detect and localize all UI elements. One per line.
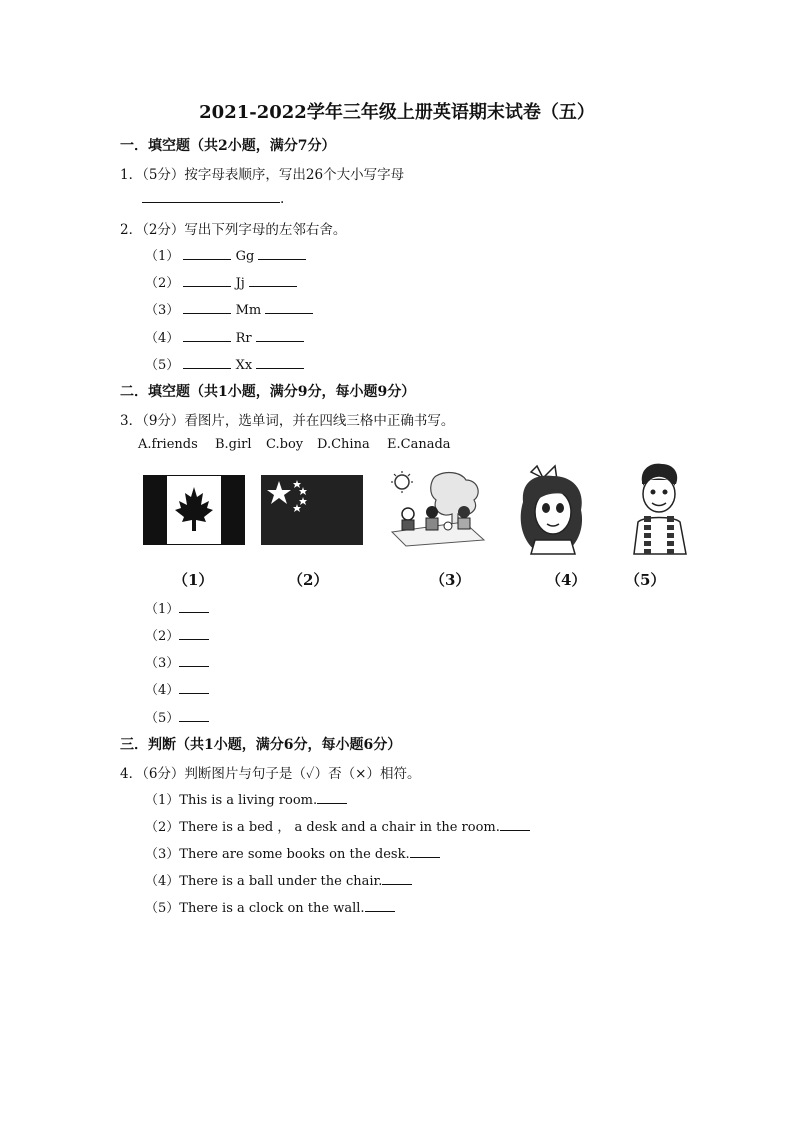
right-blank[interactable] bbox=[249, 274, 297, 287]
question-4-text: 4．（6分）判断图片与句子是（✓）否（×）相符。 bbox=[120, 766, 421, 782]
answer-blank[interactable] bbox=[365, 899, 395, 912]
item-number: （3） bbox=[145, 847, 180, 862]
q3-answer-1 bbox=[145, 598, 209, 617]
item-number: （2） bbox=[145, 276, 180, 291]
item-number: （2） bbox=[145, 629, 180, 644]
q4-item-2 bbox=[145, 816, 530, 835]
left-blank[interactable] bbox=[183, 329, 231, 342]
left-blank[interactable] bbox=[183, 274, 231, 287]
option-a: A.friends bbox=[138, 437, 198, 452]
sentence: There are some books on the desk. bbox=[179, 847, 410, 862]
option-b: B.girl bbox=[215, 437, 252, 452]
friends-image bbox=[386, 470, 488, 548]
option-d: D.China bbox=[317, 437, 370, 452]
sentence: This is a living room. bbox=[179, 793, 318, 808]
picture-label-4: （4） bbox=[546, 571, 587, 589]
girl-image bbox=[515, 462, 590, 555]
boy-image bbox=[630, 462, 688, 555]
q2-item-5 bbox=[145, 354, 304, 373]
sentence: There is a clock on the wall. bbox=[179, 901, 365, 916]
section-2-heading: 二．填空题（共1小题，满分9分，每小题9分） bbox=[120, 384, 416, 400]
letter-pair: Mm bbox=[235, 303, 262, 318]
letter-pair: Rr bbox=[235, 331, 252, 346]
answer-blank[interactable] bbox=[142, 190, 280, 203]
picture-label-2: （2） bbox=[288, 571, 329, 589]
answer-blank[interactable] bbox=[179, 627, 209, 640]
left-blank[interactable] bbox=[183, 301, 231, 314]
question-2-text: 2．（2分）写出下列字母的左邻右舍。 bbox=[120, 222, 347, 238]
q4-item-5 bbox=[145, 897, 395, 916]
q3-answer-3 bbox=[145, 652, 209, 671]
q2-item-4 bbox=[145, 327, 304, 346]
item-number: （1） bbox=[145, 249, 180, 264]
picture-label-1: （1） bbox=[173, 571, 214, 589]
letter-pair: Xx bbox=[235, 358, 253, 373]
item-number: （2） bbox=[145, 820, 180, 835]
answer-period: . bbox=[280, 191, 285, 207]
picture-label-5: （5） bbox=[625, 571, 666, 589]
sentence: There is a bed ， a desk and a chair in the room. bbox=[179, 820, 500, 835]
right-blank[interactable] bbox=[265, 301, 313, 314]
q4-item-3 bbox=[145, 843, 440, 862]
question-1-answer-line[interactable] bbox=[142, 190, 284, 207]
item-number: （5） bbox=[145, 711, 180, 726]
page-title: 2021-2022学年三年级上册英语期末试卷（五） bbox=[199, 102, 595, 123]
answer-blank[interactable] bbox=[179, 709, 209, 722]
canada-flag-image bbox=[143, 475, 245, 545]
q3-answer-4 bbox=[145, 679, 209, 698]
q2-item-3 bbox=[145, 299, 313, 318]
answer-blank[interactable] bbox=[382, 872, 412, 885]
q4-item-1 bbox=[145, 789, 347, 808]
question-3-text: 3．（9分）看图片，选单词，并在四线三格中正确书写。 bbox=[120, 413, 455, 429]
letter-pair: Gg bbox=[235, 249, 255, 264]
section-1-heading: 一．填空题（共2小题，满分7分） bbox=[120, 138, 336, 154]
item-number: （4） bbox=[145, 331, 180, 346]
left-blank[interactable] bbox=[183, 247, 231, 260]
option-c: C.boy bbox=[266, 437, 304, 452]
item-number: （3） bbox=[145, 303, 180, 318]
item-number: （5） bbox=[145, 901, 180, 916]
answer-blank[interactable] bbox=[317, 791, 347, 804]
sentence: There is a ball under the chair. bbox=[179, 874, 383, 889]
answer-blank[interactable] bbox=[179, 600, 209, 613]
section-3-heading: 三．判断（共1小题，满分6分，每小题6分） bbox=[120, 737, 402, 753]
q2-item-1 bbox=[145, 245, 306, 264]
left-blank[interactable] bbox=[183, 356, 231, 369]
q4-item-4 bbox=[145, 870, 412, 889]
item-number: （1） bbox=[145, 793, 180, 808]
picture-label-3: （3） bbox=[430, 571, 471, 589]
right-blank[interactable] bbox=[256, 329, 304, 342]
item-number: （4） bbox=[145, 683, 180, 698]
china-flag-image bbox=[261, 475, 363, 545]
answer-blank[interactable] bbox=[410, 845, 440, 858]
item-number: （3） bbox=[145, 656, 180, 671]
letter-pair: Jj bbox=[235, 276, 245, 291]
answer-blank[interactable] bbox=[179, 681, 209, 694]
item-number: （4） bbox=[145, 874, 180, 889]
right-blank[interactable] bbox=[256, 356, 304, 369]
q3-answer-5 bbox=[145, 707, 209, 726]
item-number: （1） bbox=[145, 602, 180, 617]
item-number: （5） bbox=[145, 358, 180, 373]
question-1-text: 1．（5分）按字母表顺序，写出26个大小写字母 bbox=[120, 167, 405, 183]
q2-item-2 bbox=[145, 272, 297, 291]
answer-blank[interactable] bbox=[179, 654, 209, 667]
q3-answer-2 bbox=[145, 625, 209, 644]
answer-blank[interactable] bbox=[500, 818, 530, 831]
option-e: E.Canada bbox=[387, 437, 451, 452]
right-blank[interactable] bbox=[258, 247, 306, 260]
